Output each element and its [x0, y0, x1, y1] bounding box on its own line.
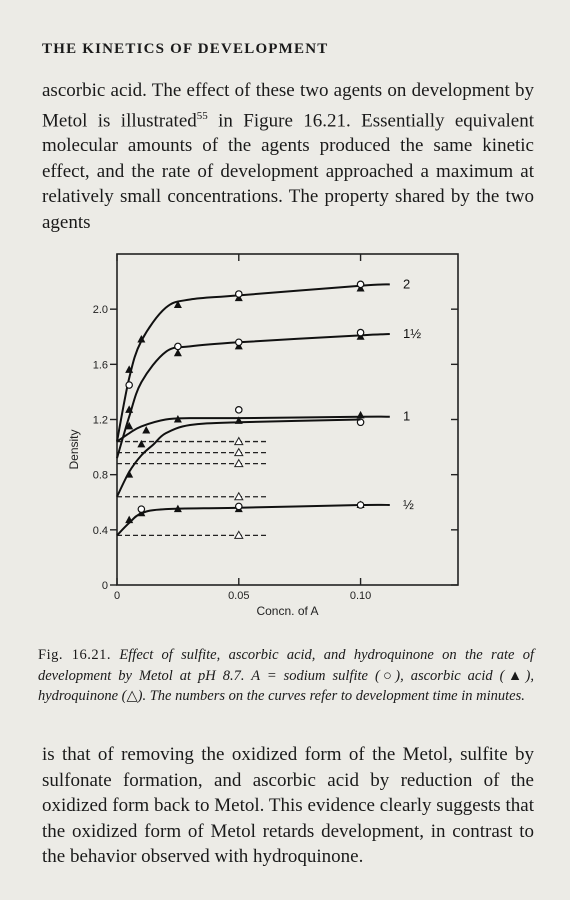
ascorbic-marker [357, 411, 365, 419]
y-tick-label: 0.4 [92, 524, 108, 537]
x-axis-label: Concn. of A [256, 604, 319, 618]
sulfite-marker [236, 503, 242, 509]
y-tick-label: 1.6 [92, 359, 108, 372]
sulfite-marker [357, 502, 363, 508]
series-curve [117, 420, 361, 497]
y-tick-label: 2.0 [92, 304, 108, 317]
figure-caption [38, 645, 534, 707]
curve-label: ½ [403, 497, 414, 513]
caption-label: Fig. 16.21. [38, 647, 112, 663]
sulfite-marker [126, 382, 132, 388]
x-tick-label: 0.10 [349, 590, 372, 602]
curve-label: 1 [403, 408, 411, 424]
caption-text: Effect of sulfite, ascorbic acid, and hydroquinone on the rate of development by Metol at pH 8.7. A = sodium sulfite (○), ascorbic acid (▲), hydroquinone (△). The numbers on the curves refer to development time in minutes. [38, 647, 535, 704]
running-header: THE KINETICS OF DEVELOPMENT [42, 41, 329, 57]
sulfite-marker [236, 291, 242, 297]
y-tick-label: 0.8 [92, 469, 108, 482]
paragraph-1-text: ascorbic acid. The effect of these two agents on development by Metol is illustrated [42, 80, 534, 131]
curve-label: 1½ [403, 325, 422, 341]
ascorbic-marker [142, 426, 150, 434]
sulfite-marker [138, 506, 144, 512]
y-tick-label: 0 [101, 580, 108, 592]
sulfite-marker [236, 407, 242, 413]
body-paragraph-2: is that of removing the oxidized form of the Metol, sulfite by sulfonate formation, and ascorbic acid by reduction of the oxidized form back to Metol. This evidence clearly suggests that the oxidized form of Metol retards development, in contrast to the behavior observed with hydroquinone. [42, 744, 534, 867]
ascorbic-marker [125, 470, 133, 478]
sulfite-marker [357, 329, 363, 335]
series-curve [117, 505, 390, 536]
paragraph-1-text-cont: in Figure 16.21. Essentially equivalent molecular amounts of the agents produced the same kinetic effect, and the rate of development approached a maximum at relatively small concentrations. The property shared by the two agents [42, 109, 534, 233]
reference-superscript: 55 [196, 109, 208, 122]
sulfite-marker [175, 343, 181, 349]
x-tick-label: 0.05 [228, 590, 250, 602]
x-tick-label: 0 [113, 590, 121, 602]
sulfite-marker [357, 281, 363, 287]
y-tick-label: 1.2 [92, 414, 108, 427]
y-axis-label: Density [67, 429, 81, 470]
curve-label: 2 [403, 276, 411, 292]
sulfite-marker [236, 339, 242, 345]
